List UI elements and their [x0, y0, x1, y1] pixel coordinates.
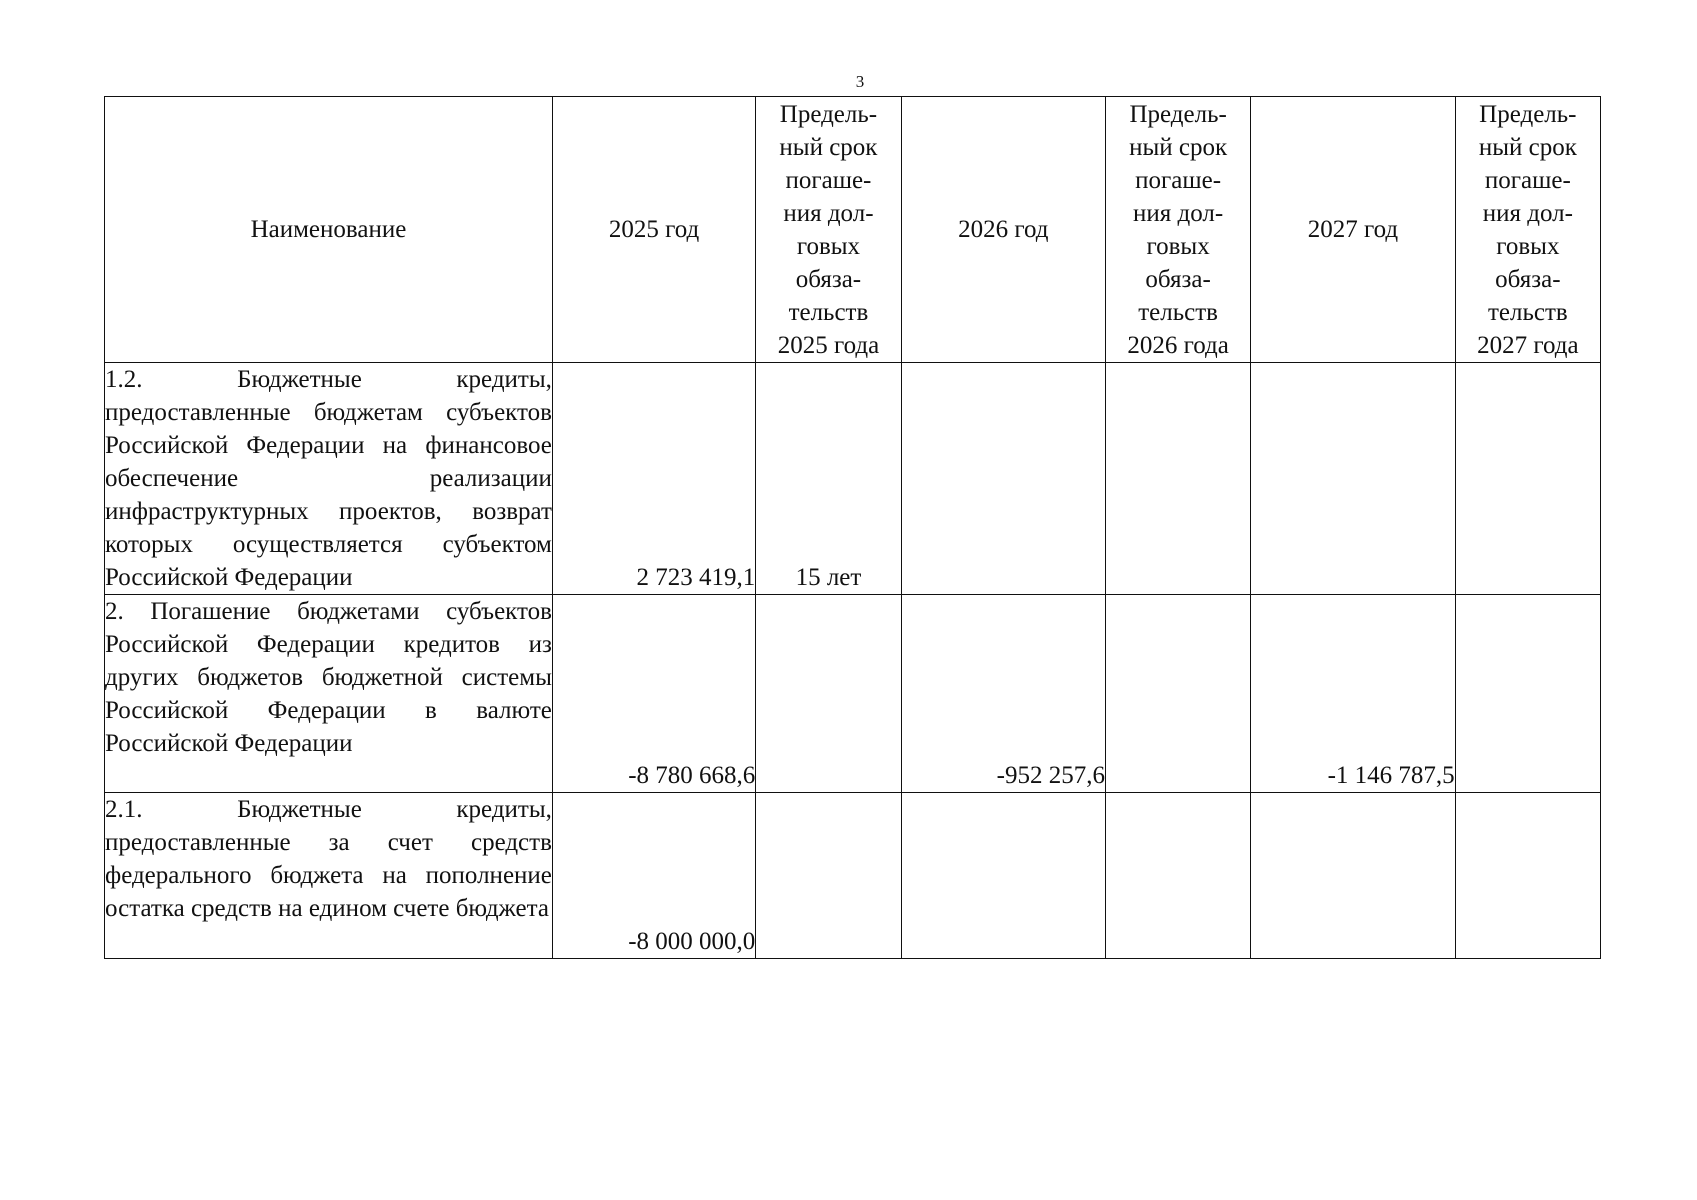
row-deadline-2025	[756, 793, 901, 959]
row-deadline-2027	[1455, 595, 1600, 793]
row-value-2025: -8 780 668,6	[552, 595, 755, 793]
row-name: 2.1. Бюджетные кредиты, предоставленные за счет средств федерального бюджета на пополнение остатка средств на едином счете бюджета	[105, 793, 553, 959]
row-value-2025: -8 000 000,0	[552, 793, 755, 959]
row-value-2027	[1251, 363, 1455, 595]
header-2027: 2027 год	[1251, 97, 1455, 363]
header-deadline-2026: Предель- ный срок погаше- ния дол- говых обяза- тельств 2026 года	[1105, 97, 1250, 363]
table-row	[105, 793, 1601, 959]
table-header-row	[105, 97, 1601, 363]
row-deadline-2027	[1455, 363, 1600, 595]
row-deadline-2026	[1105, 595, 1250, 793]
header-2025: 2025 год	[552, 97, 755, 363]
row-value-2026	[901, 793, 1105, 959]
page-number: 3	[855, 72, 865, 91]
row-deadline-2025	[756, 595, 901, 793]
row-deadline-2026	[1105, 793, 1250, 959]
row-name: 1.2. Бюджетные кредиты, предоставленные бюджетам субъектов Российской Федерации на финансовое обеспечение реализации инфраструктурных проектов, возврат которых осуществляется субъектом Российской Федерации	[105, 363, 553, 595]
table-row	[105, 595, 1601, 793]
header-name: Наименование	[105, 97, 553, 363]
header-deadline-2027: Предель- ный срок погаше- ния дол- говых обяза- тельств 2027 года	[1455, 97, 1600, 363]
row-value-2026: -952 257,6	[901, 595, 1105, 793]
row-value-2027	[1251, 793, 1455, 959]
row-value-2026	[901, 363, 1105, 595]
row-value-2025: 2 723 419,1	[552, 363, 755, 595]
row-deadline-2026	[1105, 363, 1250, 595]
header-2026: 2026 год	[901, 97, 1105, 363]
table-row	[105, 363, 1601, 595]
header-deadline-2025: Предель- ный срок погаше- ния дол- говых обяза- тельств 2025 года	[756, 97, 901, 363]
budget-table	[104, 96, 1601, 959]
row-name: 2. Погашение бюджетами субъектов Российской Федерации кредитов из других бюджетов бюджетной системы Российской Федерации в валюте Российской Федерации	[105, 595, 553, 793]
row-value-2027: -1 146 787,5	[1251, 595, 1455, 793]
row-deadline-2027	[1455, 793, 1600, 959]
row-deadline-2025: 15 лет	[756, 363, 901, 595]
